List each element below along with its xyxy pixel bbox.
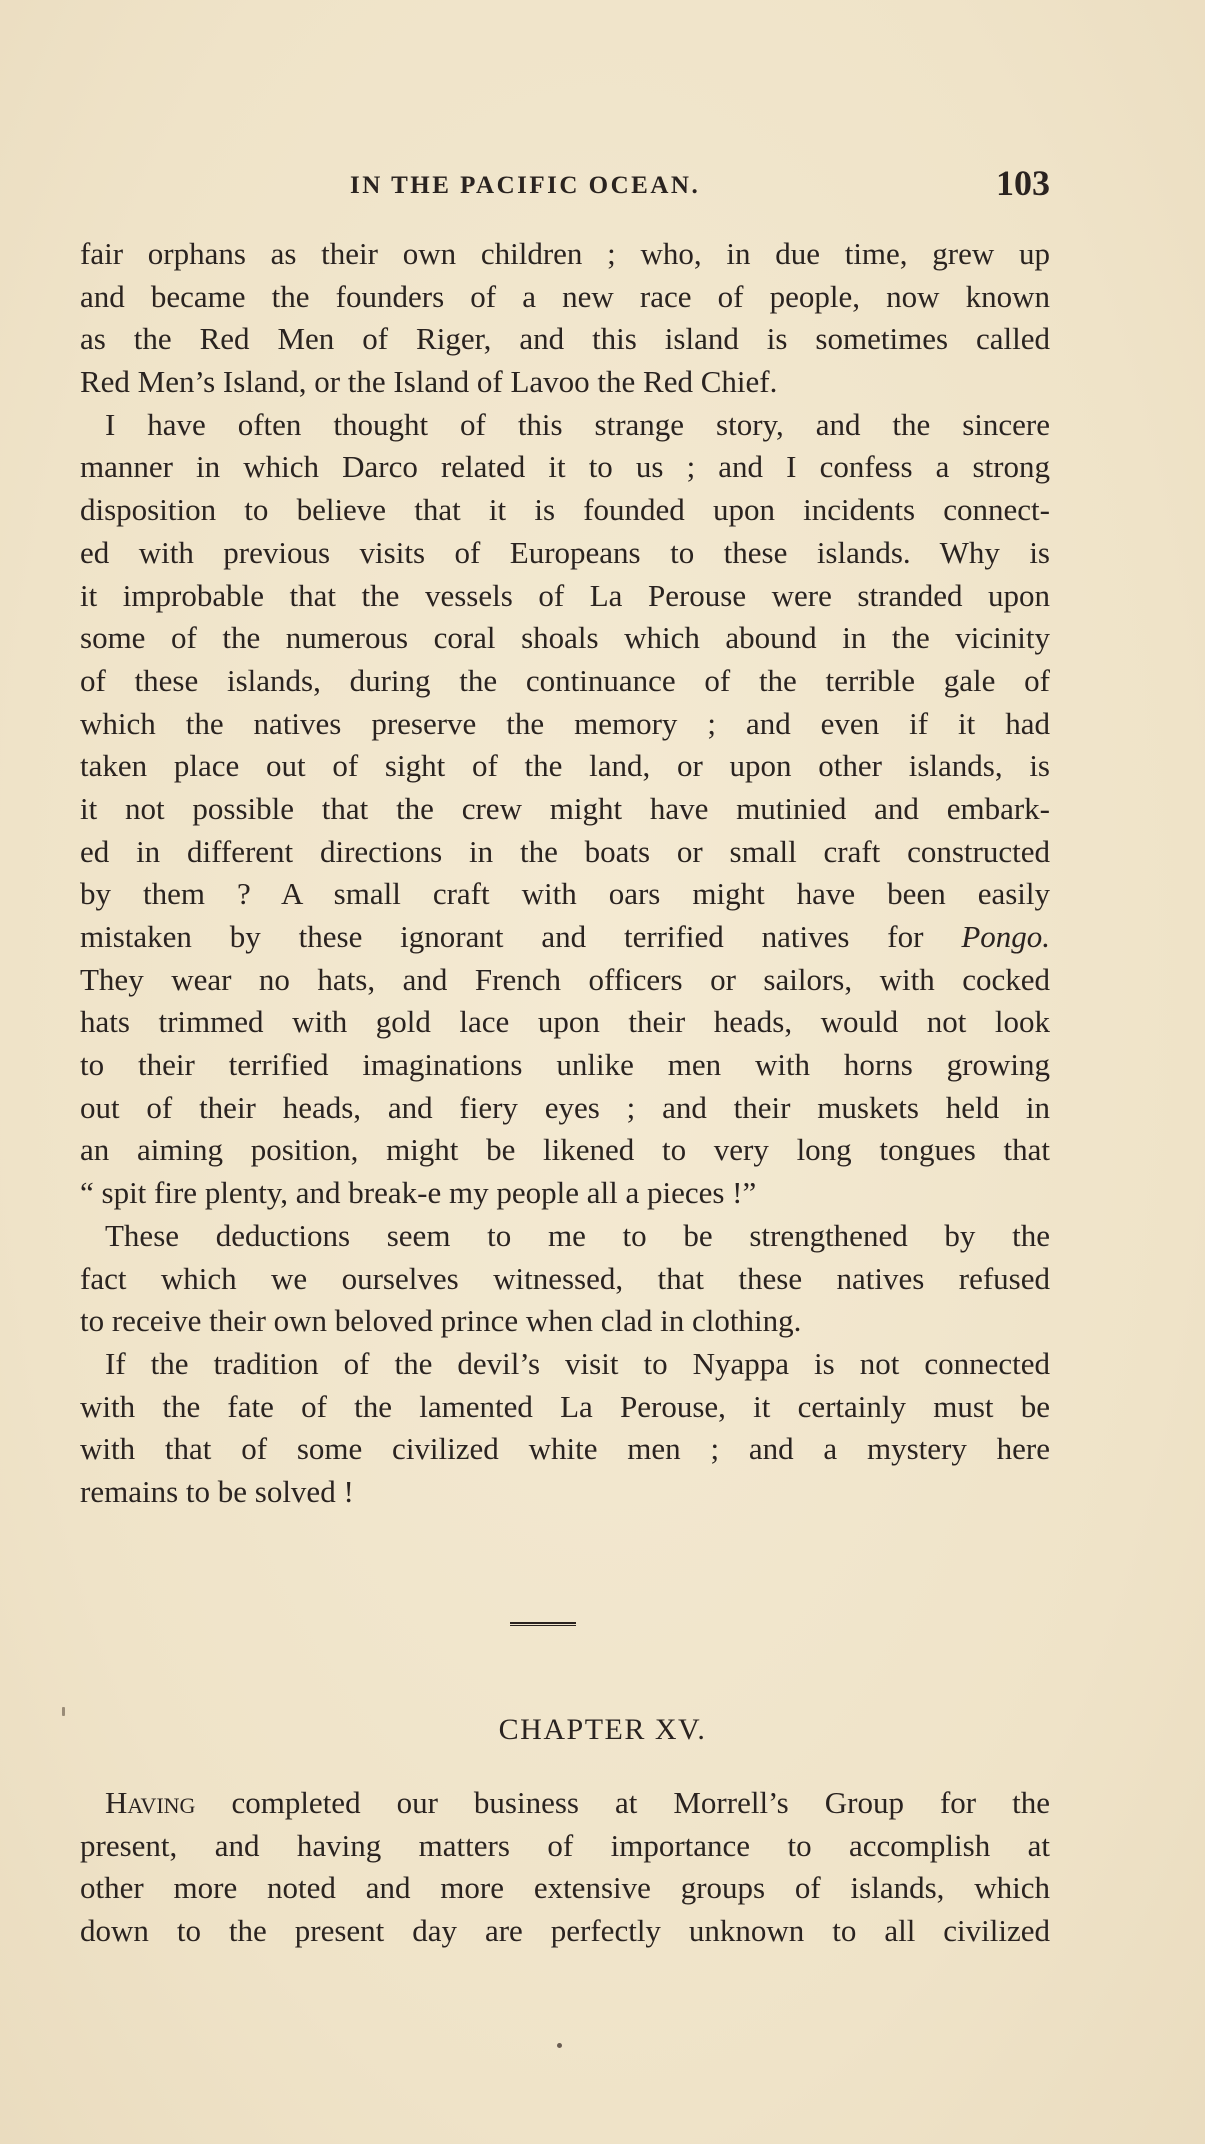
text-line: remains to be solved ! [80, 1473, 354, 1509]
text-line-with-italic [80, 916, 1050, 959]
text-line: hats trimmed with gold lace upon their heads, would not look [80, 1004, 1050, 1040]
text-line: taken place out of sight of the land, or upon other islands, is [80, 748, 1050, 784]
text-line: out of their heads, and fiery eyes ; and their muskets held in [80, 1089, 1050, 1125]
chapter-heading: CHAPTER XV. [498, 1713, 707, 1746]
body-text [80, 233, 1050, 1514]
running-head [80, 162, 1050, 208]
text-line: present, and having matters of importance to accomplish at [80, 1827, 1050, 1863]
opening-word: Having [105, 1785, 196, 1820]
text-line: some of the numerous coral shoals which abound in the vicinity [80, 620, 1050, 656]
text-line: These deductions seem to me to be strengthened by the [105, 1217, 1050, 1253]
ink-speck [557, 2043, 562, 2048]
text-line: fair orphans as their own children ; who, in due time, grew up [80, 236, 1050, 271]
page-number: 103 [996, 163, 1050, 203]
text-line: which the natives preserve the memory ; and even if it had [80, 705, 1050, 741]
text-line: ed in different directions in the boats or small craft constructed [80, 833, 1050, 869]
text-line-segment: mistaken by these ignorant and terrified natives for [80, 919, 924, 954]
text-line: fact which we ourselves witnessed, that these natives refused [80, 1260, 1050, 1296]
text-line: to receive their own beloved prince when clad in clothing. [80, 1303, 802, 1339]
text-line: it improbable that the vessels of La Perouse were stranded upon [80, 577, 1050, 613]
text-line: “ spit fire plenty, and break-e my people all a pieces !” [80, 1175, 757, 1211]
text-line: of these islands, during the continuance of the terrible gale of [80, 662, 1050, 698]
text-line: and became the founders of a new race of people, now known [80, 278, 1050, 314]
text-line: it not possible that the crew might have mutinied and embark- [80, 790, 1050, 826]
text-line: by them ? A small craft with oars might have been easily [80, 876, 1050, 912]
text-line: I have often thought of this strange story, and the sincere [105, 406, 1050, 442]
text-line: If the tradition of the devil’s visit to Nyappa is not connected [105, 1345, 1050, 1381]
chapter-text [80, 1782, 1050, 1953]
text-line: manner in which Darco related it to us ; and I confess a strong [80, 449, 1050, 485]
chapter-first-line [80, 1782, 1050, 1825]
section-divider [510, 1622, 576, 1626]
text-line: They wear no hats, and French officers or sailors, with cocked [80, 961, 1050, 997]
text-line: to their terrified imaginations unlike men with horns growing [80, 1047, 1050, 1083]
text-line: an aiming position, might be likened to very long tongues that [80, 1132, 1050, 1168]
italic-word: Pongo. [961, 919, 1050, 954]
text-line-segment: completed our business at Morrell’s Group for the [195, 1785, 1050, 1820]
text-line: other more noted and more extensive groups of islands, which [80, 1870, 1050, 1906]
text-line: ed with previous visits of Europeans to these islands. Why is [80, 534, 1050, 570]
text-line: with the fate of the lamented La Perouse, it certainly must be [80, 1388, 1050, 1424]
text-line: disposition to believe that it is founded upon incidents connect- [80, 492, 1050, 528]
text-line: Red Men’s Island, or the Island of Lavoo the Red Chief. [80, 364, 778, 400]
ink-speck [62, 1707, 65, 1716]
text-line: down to the present day are perfectly unknown to all civilized [80, 1913, 1050, 1949]
text-line: with that of some civilized white men ; and a mystery here [80, 1431, 1050, 1467]
running-title: IN THE PACIFIC OCEAN. [350, 172, 701, 199]
text-line: as the Red Men of Riger, and this island is sometimes called [80, 321, 1050, 357]
